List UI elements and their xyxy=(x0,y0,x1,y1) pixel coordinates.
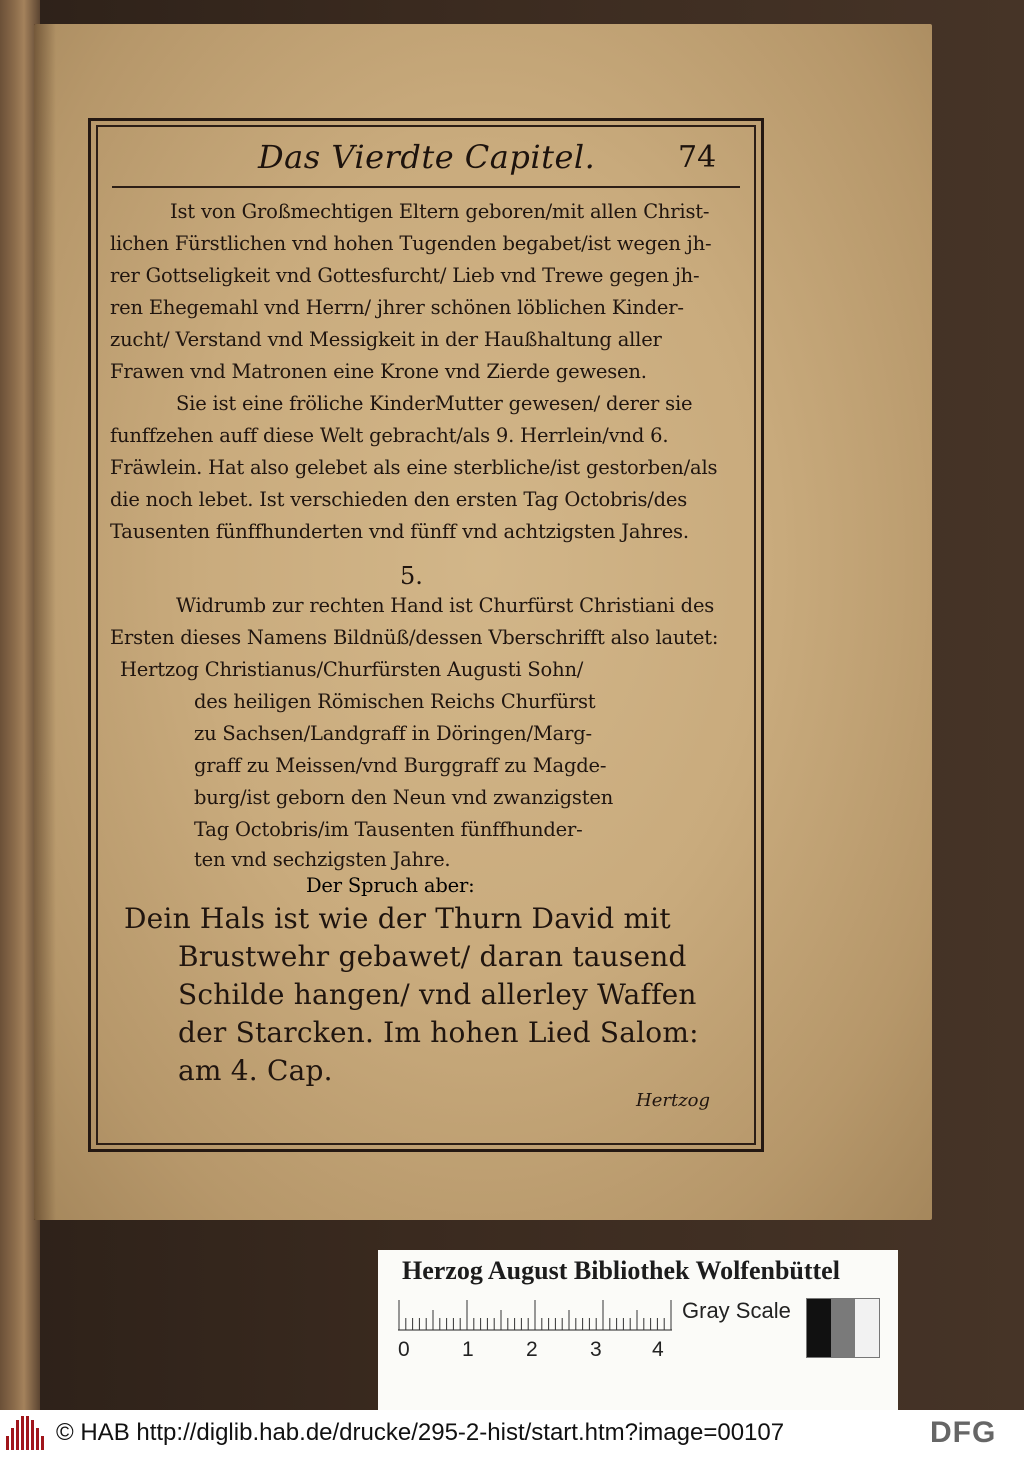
ruler-digit-4: 4 xyxy=(652,1338,664,1361)
text-line: Ersten dieses Namens Bildnüß/dessen Vberschrifft also lautet: xyxy=(110,626,719,649)
spruch-label: Der Spruch aber: xyxy=(306,874,475,897)
text-line: burg/ist geborn den Neun vnd zwanzigsten xyxy=(194,786,614,809)
text-line: Tag Octobris/im Tausenten fünffhunder- xyxy=(194,818,583,841)
hab-logo-icon xyxy=(6,1416,44,1450)
dfg-logo: DFG xyxy=(930,1416,997,1449)
ruler-digit-1: 1 xyxy=(462,1338,474,1361)
swatch-white xyxy=(855,1299,879,1357)
quote-line: Brustwehr gebawet/ daran tausend xyxy=(178,940,687,973)
quote-line: Dein Hals ist wie der Thurn David mit xyxy=(124,902,671,935)
running-head: Das Vierdte Capitel. xyxy=(258,138,596,176)
swatch-black xyxy=(807,1299,831,1357)
text-line: lichen Fürstlichen vnd hohen Tugenden begabet/ist wegen jh- xyxy=(110,232,712,255)
swatch-gray xyxy=(831,1299,855,1357)
gray-scale-swatches xyxy=(806,1298,880,1358)
quote-line: Schilde hangen/ vnd allerley Waffen xyxy=(178,978,697,1011)
text-line: des heiligen Römischen Reichs Churfürst xyxy=(194,690,596,713)
section-number: 5. xyxy=(400,562,423,590)
quote-line: der Starcken. Im hohen Lied Salom: xyxy=(178,1016,699,1049)
text-line: Widrumb zur rechten Hand ist Churfürst Christiani des xyxy=(176,594,715,617)
text-line: Frawen vnd Matronen eine Krone vnd Zierde gewesen. xyxy=(110,360,647,383)
ruler-digit-2: 2 xyxy=(526,1338,538,1361)
ruler-digit-3: 3 xyxy=(590,1338,602,1361)
credit-link[interactable]: © HAB http://diglib.hab.de/drucke/295-2-hist/start.htm?image=00107 xyxy=(56,1419,785,1446)
library-name: Herzog August Bibliothek Wolfenbüttel xyxy=(402,1256,840,1285)
text-line: Sie ist eine fröliche KinderMutter gewesen/ derer sie xyxy=(176,392,693,415)
quote-line: am 4. Cap. xyxy=(178,1054,333,1087)
text-line: Fräwlein. Hat also gelebet als eine sterbliche/ist gestorben/als xyxy=(110,456,718,479)
gray-scale-label: Gray Scale xyxy=(682,1298,791,1323)
ruler-digit-0: 0 xyxy=(398,1338,410,1361)
text-line: zu Sachsen/Landgraff in Döringen/Marg- xyxy=(194,722,592,745)
scale-ruler xyxy=(398,1294,672,1332)
gutter-shadow xyxy=(34,24,56,1220)
text-line: graff zu Meissen/vnd Burggraff zu Magde- xyxy=(194,754,607,777)
text-line: Ist von Großmechtigen Eltern geboren/mit allen Christ- xyxy=(170,200,710,223)
text-line: die noch lebet. Ist verschieden den ersten Tag Octobris/des xyxy=(110,488,688,511)
text-line: funffzehen auff diese Welt gebracht/als 9. Herrlein/vnd 6. xyxy=(110,424,669,447)
text-line: Tausenten fünffhunderten vnd fünff vnd achtzigsten Jahres. xyxy=(110,520,689,543)
text-line: ten vnd sechzigsten Jahre. xyxy=(194,848,451,871)
text-line: rer Gottseligkeit vnd Gottesfurcht/ Lieb vnd Trewe gegen jh- xyxy=(110,264,700,287)
header-rule xyxy=(112,186,740,188)
catchword: Hertzog xyxy=(636,1090,711,1111)
text-line: Hertzog Christianus/Churfürsten Augusti Sohn/ xyxy=(120,658,584,681)
text-line: ren Ehegemahl vnd Herrn/ jhrer schönen löblichen Kinder- xyxy=(110,296,684,319)
page-number: 74 xyxy=(678,140,717,175)
text-line: zucht/ Verstand vnd Messigkeit in der Haußhaltung aller xyxy=(110,328,662,351)
